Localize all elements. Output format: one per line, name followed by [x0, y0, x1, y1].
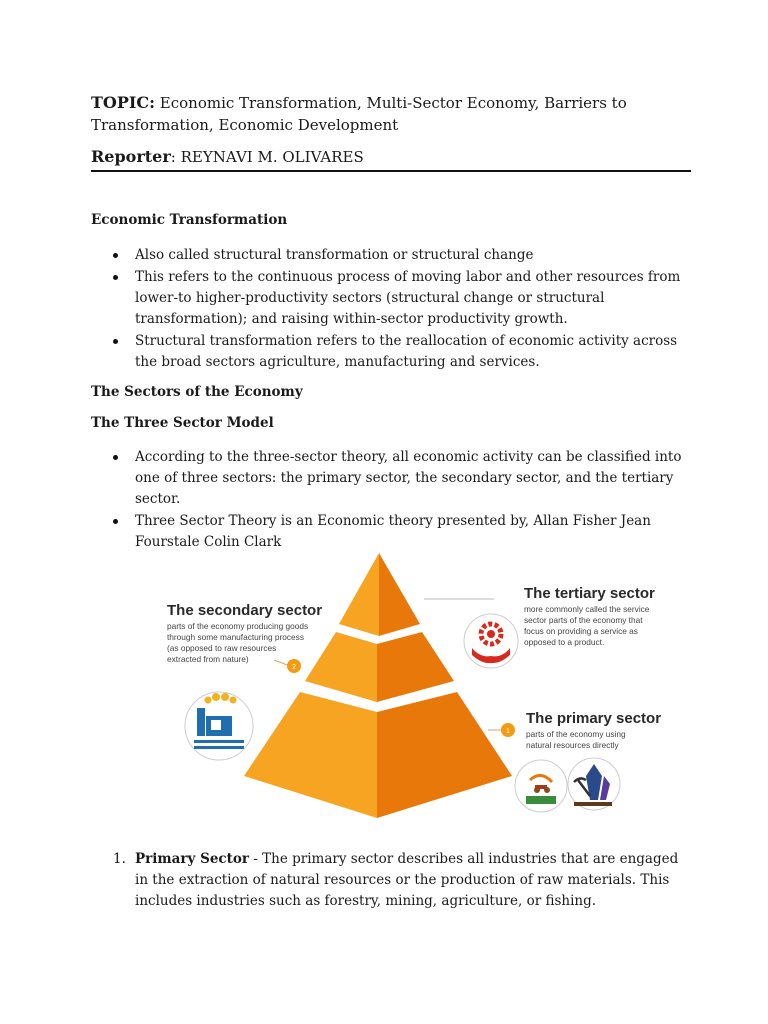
- heading-sectors-of-economy: The Sectors of the Economy: [91, 384, 303, 400]
- gear-hands-icon: [464, 614, 518, 668]
- pyramid-tier-secondary: [305, 632, 454, 702]
- primary-sector-description: The primary sector describes all industries that are engaged in the extraction of natural resources or the production of raw materials. This includes industries such as forestry, mining, agriculture, or fishing.: [135, 851, 679, 909]
- primary-sector-term: Primary Sector: [135, 851, 249, 867]
- farm-icon: [515, 760, 567, 812]
- secondary-sector-title: The secondary sector: [167, 602, 323, 619]
- list-item: Three Sector Theory is an Economic theory presented by, Allan Fisher Jean Fourstale Colin Clark: [91, 511, 691, 553]
- primary-desc-line-2: natural resources directly: [526, 740, 619, 750]
- tertiary-desc-line-3: focus on providing a service as: [524, 626, 638, 636]
- reporter-name: REYNAVI M. OLIVARES: [180, 148, 364, 166]
- heading-economic-transformation: Economic Transformation: [91, 212, 288, 228]
- heading-three-sector-model: The Three Sector Model: [91, 415, 274, 431]
- secondary-badge: [287, 659, 301, 673]
- primary-badge: [501, 723, 515, 737]
- secondary-desc-line-2: through some manufacturing process: [167, 632, 304, 642]
- tertiary-desc-line-2: sector parts of the economy that: [524, 615, 643, 625]
- primary-desc-line-1: parts of the economy using: [526, 729, 626, 739]
- reporter-separator: :: [170, 148, 176, 166]
- list-item: Also called structural transformation or structural change: [91, 245, 691, 266]
- reporter-label: Reporter: [91, 147, 171, 166]
- list-item: According to the three-sector theory, all economic activity can be classified into one of three sectors: the primary sector, the secondary sector, and the tertiary sector.: [91, 447, 691, 510]
- primary-sector-title: The primary sector: [526, 710, 662, 727]
- topic-text: Economic Transformation, Multi-Sector Economy, Barriers to Transformation, Economic Development: [91, 94, 627, 134]
- pyramid-tier-tertiary: [339, 553, 420, 636]
- list-item: Structural transformation refers to the reallocation of economic activity across the broad sectors agriculture, manufacturing and services.: [91, 331, 691, 373]
- secondary-desc-line-4: extracted from nature): [167, 654, 249, 664]
- pyramid-tier-primary: [244, 692, 512, 818]
- secondary-desc-line-1: parts of the economy producing goods: [167, 621, 309, 631]
- tertiary-sector-title: The tertiary sector: [524, 585, 655, 602]
- secondary-desc-line-3: (as opposed to raw resources: [167, 643, 277, 653]
- tertiary-desc-line-4: opposed to a product.: [524, 637, 605, 647]
- topic-label: TOPIC:: [91, 93, 155, 112]
- list-number: 1.: [113, 851, 126, 867]
- svg-text:2: 2: [292, 664, 296, 671]
- list-item: This refers to the continuous process of moving labor and other resources from lower-to higher-productivity sectors (structural change or structural transformation); and raising within-sector productivity growth.: [91, 267, 691, 330]
- term-dash: -: [249, 851, 263, 867]
- svg-text:1: 1: [506, 728, 510, 735]
- mining-crystal-icon: [568, 758, 620, 810]
- tertiary-desc-line-1: more commonly called the service: [524, 604, 650, 614]
- factory-icon: [185, 692, 253, 760]
